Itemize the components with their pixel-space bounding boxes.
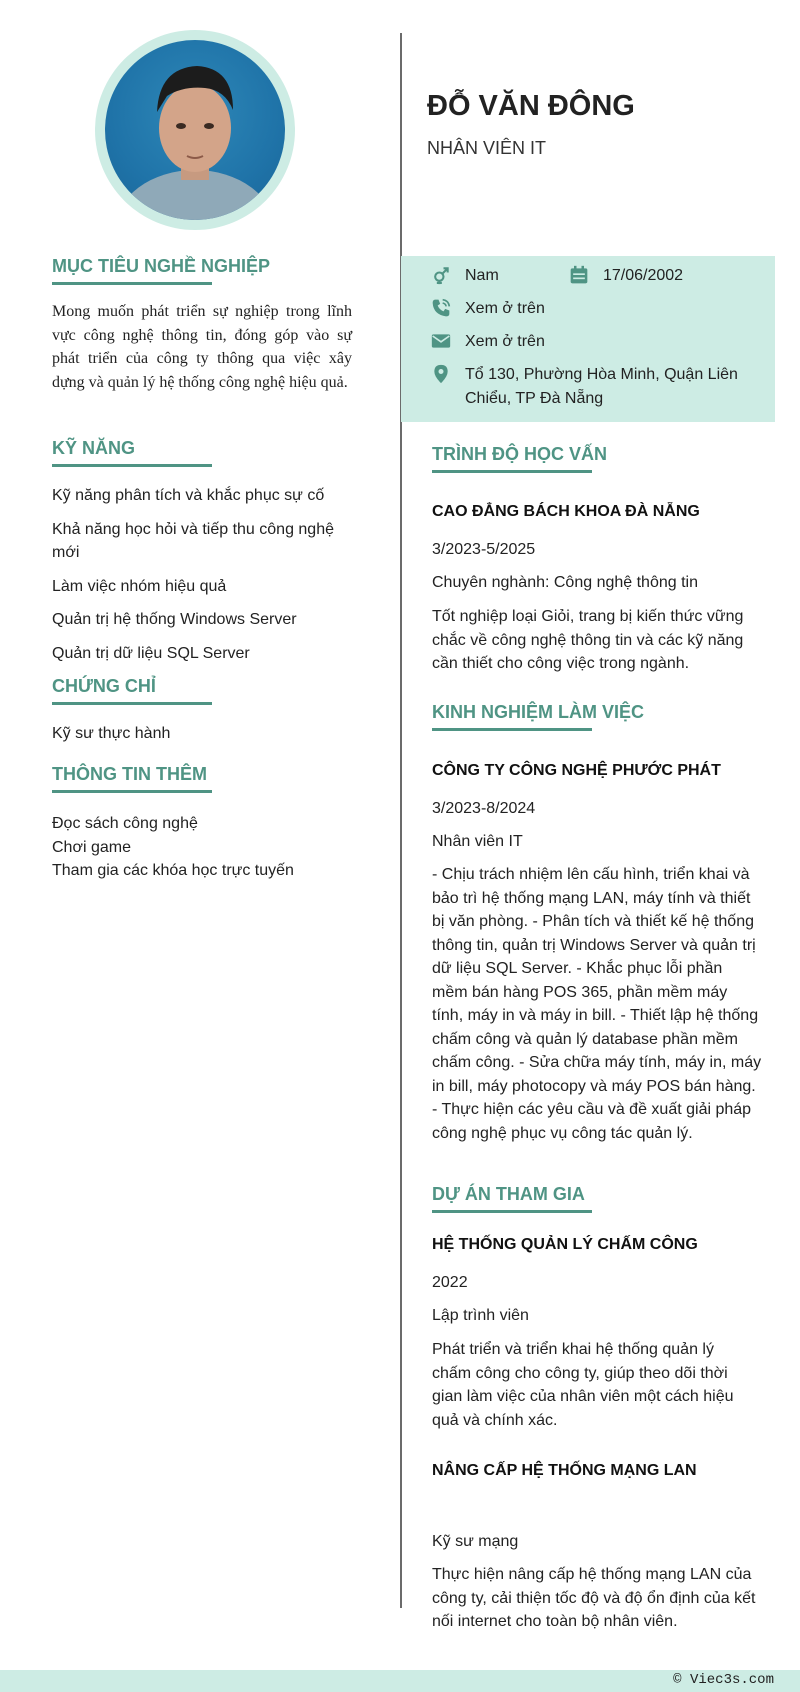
contact-phone-text: Xem ở trên (465, 300, 545, 317)
contact-birthday-text: 17/06/2002 (603, 267, 684, 284)
education-description: Tốt nghiệp loại Giỏi, trang bị kiến thức vững chắc về công nghệ thông tin và các kỹ năng cần thiết cho công việc trong ngành. (432, 608, 744, 672)
skill-item: Làm việc nhóm hiệu quả (52, 577, 227, 595)
projects-section (432, 1184, 762, 1210)
certificates-section (52, 676, 352, 746)
objective-title: MỤC TIÊU NGHỀ NGHIỆP (52, 256, 270, 282)
skill-item: Quản trị dữ liệu SQL Server (52, 644, 250, 662)
education-section (432, 444, 762, 470)
projects-title: DỰ ÁN THAM GIA (432, 1184, 585, 1210)
project-name: HỆ THỐNG QUẢN LÝ CHẤM CÔNG (432, 1236, 698, 1253)
avatar-photo (105, 40, 285, 220)
objective-text: Mong muốn phát triển sự nghiệp trong lĩnh vực công nghệ thông tin, đóng góp vào sự phát triển của công ty thông qua việc xây dựng và quản lý hệ thống công nghệ hiệu quả. (52, 303, 352, 391)
candidate-job-title: NHÂN VIÊN IT (427, 138, 547, 158)
experience-position: Nhân viên IT (432, 833, 523, 850)
contact-address-text: Tổ 130, Phường Hòa Minh, Quận Liên Chiểu, TP Đà Nẵng (465, 366, 738, 407)
gender-icon (431, 265, 451, 285)
experience-title: KINH NGHIỆM LÀM VIỆC (432, 702, 644, 728)
certificates-list (52, 722, 352, 746)
contact-email-text: Xem ở trên (465, 333, 545, 350)
skills-title: KỸ NĂNG (52, 438, 135, 464)
contact-address (431, 363, 751, 410)
project-description: Thực hiện nâng cấp hệ thống mạng LAN của công ty, cải thiện tốc độ và độ ổn định của kết nối internet cho toàn bộ nhân viên. (432, 1566, 756, 1630)
contact-birthday (569, 264, 683, 288)
objective-section (52, 256, 352, 394)
avatar (105, 40, 285, 220)
skill-item: Kỹ năng phân tích và khắc phục sự cố (52, 487, 325, 504)
phone-icon (431, 298, 451, 318)
experience-description: - Chịu trách nhiệm lên cấu hình, triển khai và bảo trì hệ thống mạng LAN, máy tính và thiết bị văn phòng. - Phân tích và thiết kế hệ thống thông tin, quản trị Windows Server và quản trị dữ liệu SQL Server. - Khắc phục lỗi phần mềm bán hàng POS 365, phần mềm máy tính, máy in và máy in bill. - Thiết lập hệ thống chấm công và quản lý database phần mềm chấm công. - Sửa chữa máy tính, máy in, máy in bill, máy photocopy và máy POS bán hàng. - Thực hiện các yêu cầu và đề xuất giải pháp công nghệ phục vụ công tác quản lý. (432, 866, 762, 1142)
contact-gender (431, 264, 499, 288)
skill-item: Khả năng học hỏi và tiếp thu công nghệ mới (52, 520, 334, 561)
footer-bar (0, 1670, 800, 1692)
project-year: 2022 (432, 1274, 468, 1291)
contact-panel (401, 256, 775, 422)
calendar-icon (569, 265, 589, 285)
project-name: NÂNG CẤP HỆ THỐNG MẠNG LAN (432, 1462, 697, 1479)
extra-info-list (52, 812, 352, 883)
contact-email (431, 330, 545, 354)
candidate-name: ĐỖ VĂN ĐÔNG (427, 90, 635, 122)
extra-info-item: Chơi game (52, 838, 131, 856)
education-period: 3/2023-5/2025 (432, 541, 536, 558)
skills-list (52, 484, 352, 665)
extra-info-item: Tham gia các khóa học trực tuyến (52, 862, 294, 879)
contact-phone (431, 297, 545, 321)
project-role: Lập trình viên (432, 1307, 529, 1324)
contact-gender-text: Nam (465, 267, 499, 284)
education-title: TRÌNH ĐỘ HỌC VẤN (432, 444, 607, 470)
experience-company: CÔNG TY CÔNG NGHỆ PHƯỚC PHÁT (432, 762, 721, 779)
education-school: CAO ĐẲNG BÁCH KHOA ĐÀ NẴNG (432, 503, 700, 520)
experience-period: 3/2023-8/2024 (432, 800, 536, 817)
skills-section (52, 438, 352, 675)
extra-info-section (52, 764, 352, 883)
project-role: Kỹ sư mạng (432, 1533, 519, 1550)
extra-info-title: THÔNG TIN THÊM (52, 764, 207, 790)
skill-item: Quản trị hệ thống Windows Server (52, 611, 297, 628)
experience-section (432, 702, 762, 728)
avatar-frame (95, 30, 295, 230)
project-description: Phát triển và triển khai hệ thống quản lý chấm công cho công ty, giúp theo dõi thời gian làm việc của nhân viên một cách hiệu quả và chính xác. (432, 1341, 734, 1429)
location-icon (431, 364, 451, 384)
email-icon (431, 331, 451, 351)
certificate-item: Kỹ sư thực hành (52, 725, 171, 742)
footer-copyright: © Viec3s.com (673, 1672, 774, 1688)
education-major: Chuyên nghành: Công nghệ thông tin (432, 574, 698, 591)
extra-info-item: Đọc sách công nghệ (52, 815, 198, 832)
certificates-title: CHỨNG CHỈ (52, 676, 156, 702)
